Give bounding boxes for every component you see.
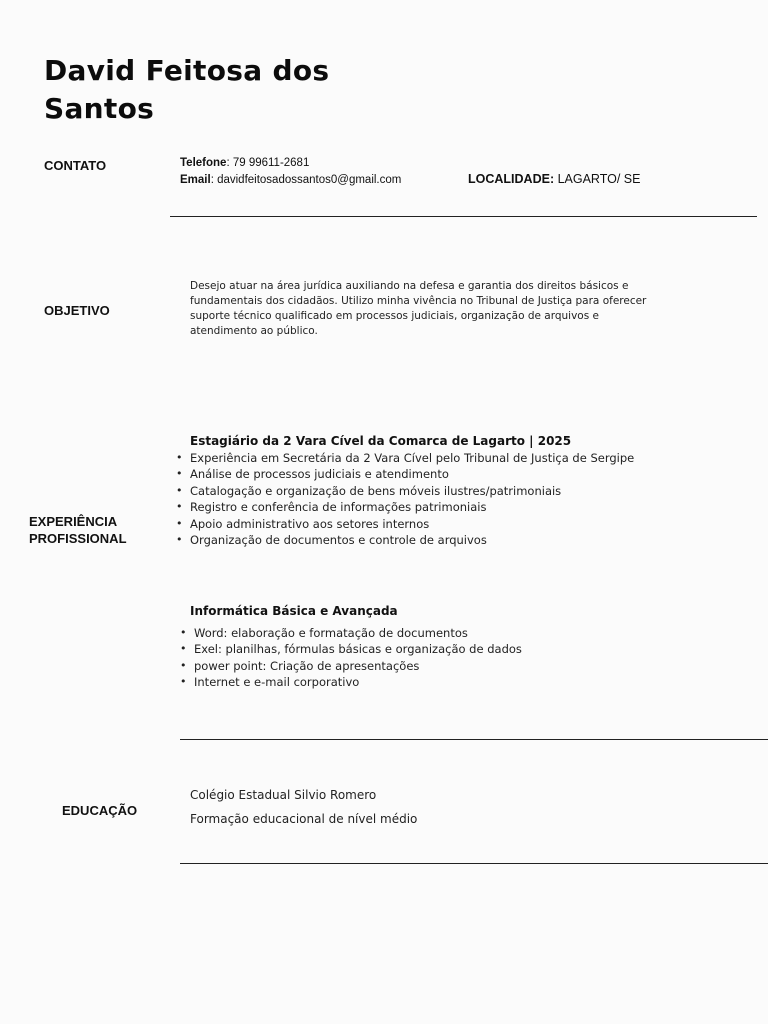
list-item: • Word: elaboração e formatação de documentos — [178, 625, 738, 641]
name-line-1: David Feitosa dos — [44, 54, 330, 87]
objective-line: suporte técnico qualificado em processos judiciais, organização de arquivos e — [190, 310, 600, 322]
email-line — [180, 172, 401, 189]
list-item: • Internet e e-mail corporativo — [178, 674, 738, 690]
education-section-label: EDUCAÇÃO — [62, 803, 138, 818]
objective-text — [190, 279, 710, 339]
list-item: • Registro e conferência de informações patrimoniais — [174, 499, 734, 515]
list-item: • Análise de processos judiciais e atendimento — [174, 466, 734, 482]
education-divider — [180, 863, 768, 864]
objective-line: fundamentais dos cidadãos. Utilizo minha vivência no Tribunal de Justiça para oferecer — [190, 295, 647, 307]
experience-label-line-1: EXPERIÊNCIA — [29, 514, 118, 529]
location-line — [468, 171, 641, 188]
phone-line — [180, 155, 309, 172]
experience-label-line-2: PROFISSIONAL — [29, 531, 127, 546]
list-item: • Catalogação e organização de bens móveis ilustres/patrimoniais — [174, 483, 734, 499]
email-label: Email — [180, 174, 211, 186]
resume-name — [44, 52, 374, 128]
objective-line: atendimento ao público. — [190, 325, 318, 337]
objective-section-label: OBJETIVO — [44, 303, 110, 318]
school-name: Colégio Estadual Silvio Romero — [190, 788, 377, 802]
list-item: • Organização de documentos e controle de arquivos — [174, 532, 734, 548]
list-item: • Exel: planilhas, fórmulas básicas e organização de dados — [178, 641, 738, 657]
education-level: Formação educacional de nível médio — [190, 812, 418, 826]
objective-line: Desejo atuar na área jurídica auxiliando na defesa e garantia dos direitos básicos e — [190, 280, 629, 292]
job-title: Estagiário da 2 Vara Cível da Comarca de Lagarto | 2025 — [190, 434, 572, 448]
skills-list — [178, 625, 738, 691]
location-value: LAGARTO/ SE — [554, 172, 641, 186]
email-value: : davidfeitosadossantos0@gmail.com — [210, 174, 402, 186]
contact-section-label: CONTATO — [44, 158, 107, 173]
phone-value: : 79 99611-2681 — [226, 157, 310, 169]
list-item: • Apoio administrativo aos setores internos — [174, 516, 734, 532]
name-line-2: Santos — [44, 92, 155, 125]
experience-section-label — [29, 513, 127, 547]
job-duties-list — [174, 450, 734, 548]
contact-divider — [170, 216, 757, 217]
list-item: • power point: Criação de apresentações — [178, 658, 738, 674]
list-item: • Experiência em Secretária da 2 Vara Cível pelo Tribunal de Justiça de Sergipe — [174, 450, 734, 466]
skills-title: Informática Básica e Avançada — [190, 604, 398, 618]
location-label: LOCALIDADE: — [468, 172, 555, 186]
experience-divider — [180, 739, 768, 740]
phone-label: Telefone — [180, 157, 227, 169]
